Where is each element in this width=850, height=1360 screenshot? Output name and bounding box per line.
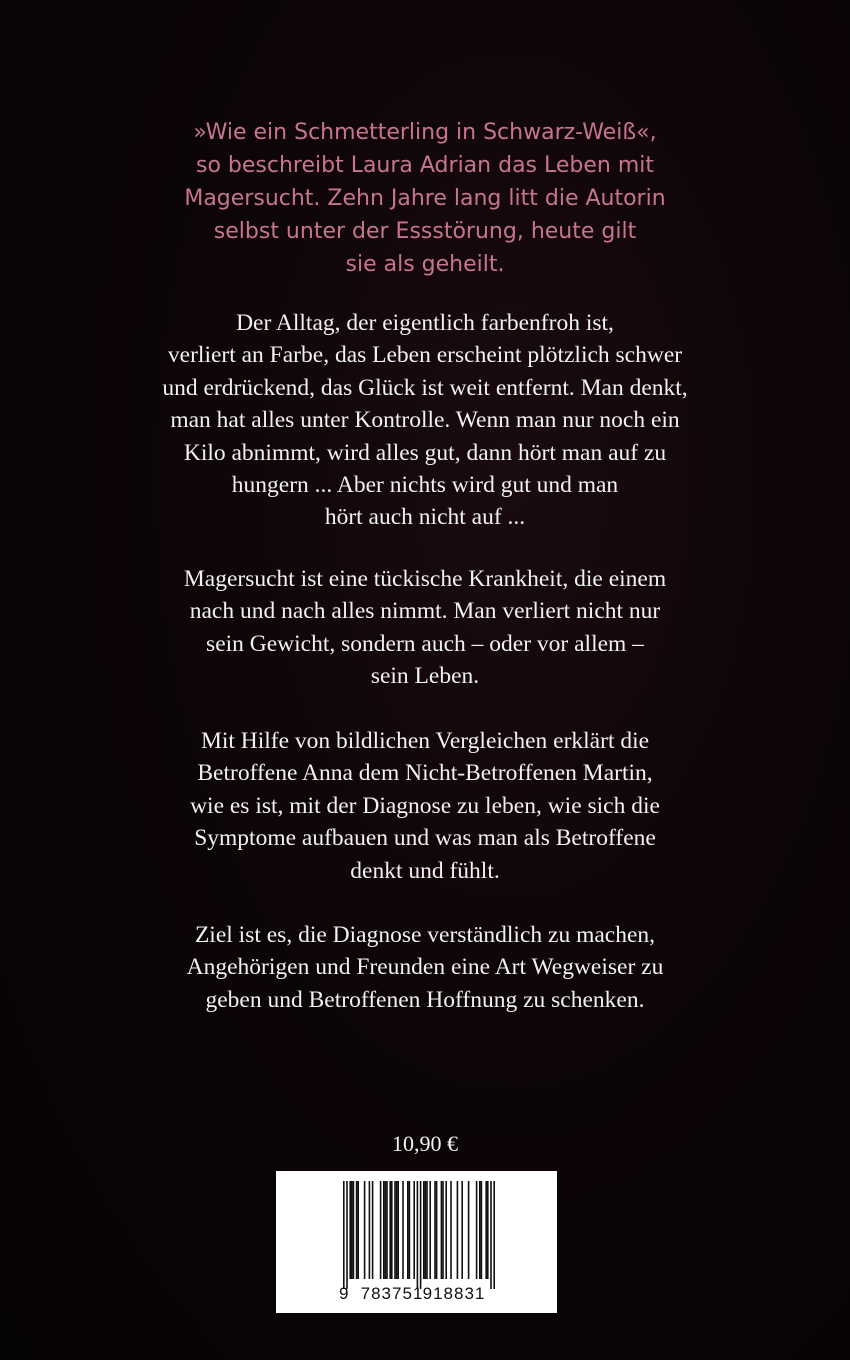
tagline-line: Magersucht. Zehn Jahre lang litt die Autorin xyxy=(184,186,666,211)
paragraph-line: Kilo abnimmt, wird alles gut, dann hört man auf zu xyxy=(183,439,667,466)
blurb-paragraph-2 xyxy=(0,563,850,693)
barcode-graphic xyxy=(276,1171,557,1313)
barcode-bar xyxy=(407,1181,409,1279)
barcode-bar xyxy=(461,1181,463,1279)
paragraph-line: sein Leben. xyxy=(370,663,480,690)
paragraph-line: Betroffene Anna dem Nicht-Betroffenen Martin, xyxy=(197,760,653,787)
barcode-bar xyxy=(441,1181,443,1279)
paragraph-line: hungern ... Aber nichts wird gut und man xyxy=(231,472,619,499)
paragraph-line: verliert an Farbe, das Leben erscheint plötzlich schwer xyxy=(167,342,683,369)
barcode-bar xyxy=(481,1181,483,1279)
barcode-bar xyxy=(423,1181,425,1279)
barcode-guard-bar xyxy=(493,1181,495,1289)
barcode-bar xyxy=(385,1181,387,1279)
paragraph-line: man hat alles unter Kontrolle. Wenn man nur noch ein xyxy=(170,407,680,434)
barcode-bar xyxy=(450,1181,452,1279)
barcode-bar xyxy=(349,1181,351,1279)
barcode-bar xyxy=(457,1181,459,1279)
barcode-right-digits: 918831 xyxy=(422,1284,486,1303)
barcode-left-digits: 783751 xyxy=(360,1284,424,1303)
barcode-bar xyxy=(389,1181,391,1279)
blurb-paragraph-4 xyxy=(0,919,850,1016)
barcode-bar xyxy=(476,1181,478,1279)
paragraph-line: wie es ist, mit der Diagnose zu leben, wie sich die xyxy=(190,792,660,819)
barcode-bar xyxy=(487,1181,489,1279)
barcode-bar xyxy=(434,1181,436,1279)
tagline-line: selbst unter der Essstörung, heute gilt xyxy=(213,219,637,244)
paragraph-line: hört auch nicht auf ... xyxy=(324,504,526,531)
barcode-bar xyxy=(409,1181,411,1279)
barcode-bar xyxy=(413,1181,415,1279)
barcode-bar xyxy=(436,1181,438,1279)
barcode-guard-bar xyxy=(343,1181,345,1289)
barcode-leading-digit: 9 xyxy=(339,1284,349,1303)
barcode-bar xyxy=(357,1181,359,1279)
barcode-bar xyxy=(402,1181,404,1279)
barcode-guard-bar xyxy=(417,1181,419,1289)
paragraph-line: Ziel ist es, die Diagnose verständlich zu machen, xyxy=(194,922,656,948)
paragraph-line: Symptome aufbauen und was man als Betroffene xyxy=(194,825,656,852)
barcode-bar xyxy=(485,1181,487,1279)
barcode-guard-bar xyxy=(420,1181,422,1289)
barcode-bar xyxy=(353,1181,355,1279)
paragraph-line: und erdrückend, das Glück ist weit entfernt. Man denkt, xyxy=(162,374,688,401)
barcode-bar xyxy=(396,1181,398,1279)
barcode-bar xyxy=(426,1181,428,1279)
barcode-bar xyxy=(394,1181,396,1279)
tagline-line: »Wie ein Schmetterling in Schwarz-Weiß«, xyxy=(193,120,657,145)
paragraph-line: sein Gewicht, sondern auch – oder vor allem – xyxy=(206,630,644,657)
barcode-guard-bar xyxy=(346,1181,348,1289)
barcode-bar xyxy=(425,1181,427,1279)
barcode-bar xyxy=(468,1181,470,1279)
tagline-line: so beschreibt Laura Adrian das Leben mit xyxy=(195,153,655,178)
tagline-line: sie als geheilt. xyxy=(345,252,505,277)
barcode-bar xyxy=(372,1181,374,1279)
barcode-bar xyxy=(397,1181,399,1279)
barcode-bar xyxy=(364,1181,366,1279)
tagline xyxy=(0,116,850,281)
barcode-bar xyxy=(386,1181,388,1279)
barcode-bar xyxy=(356,1181,358,1279)
barcode-bar xyxy=(380,1181,382,1279)
barcode-bar xyxy=(445,1181,447,1279)
barcode-bar xyxy=(442,1181,444,1279)
blurb-paragraph-3 xyxy=(0,725,850,887)
isbn-barcode xyxy=(276,1171,557,1313)
paragraph-line: geben und Betroffenen Hoffnung zu schenken. xyxy=(205,986,645,1013)
blurb-paragraph-1 xyxy=(0,307,850,534)
barcode-bar xyxy=(383,1181,385,1279)
paragraph-line: Mit Hilfe von bildlichen Vergleichen erklärt die xyxy=(200,728,650,754)
barcode-bar xyxy=(479,1181,481,1279)
paragraph-line: Der Alltag, der eigentlich farbenfroh ist, xyxy=(236,310,614,336)
paragraph-line: Angehörigen und Freunden eine Art Wegweiser zu xyxy=(186,954,664,981)
paragraph-line: Magersucht ist eine tückische Krankheit, die einem xyxy=(183,566,667,592)
paragraph-line: denkt und fühlt. xyxy=(350,857,500,884)
price-label: 10,90 € xyxy=(392,1131,458,1156)
barcode-guard-bar xyxy=(490,1181,492,1289)
barcode-bar xyxy=(351,1181,353,1279)
paragraph-line: nach und nach alles nimmt. Man verliert nicht nur xyxy=(189,598,661,625)
barcode-bar xyxy=(391,1181,393,1279)
barcode-bar xyxy=(429,1181,431,1279)
barcode-bar xyxy=(369,1181,371,1279)
